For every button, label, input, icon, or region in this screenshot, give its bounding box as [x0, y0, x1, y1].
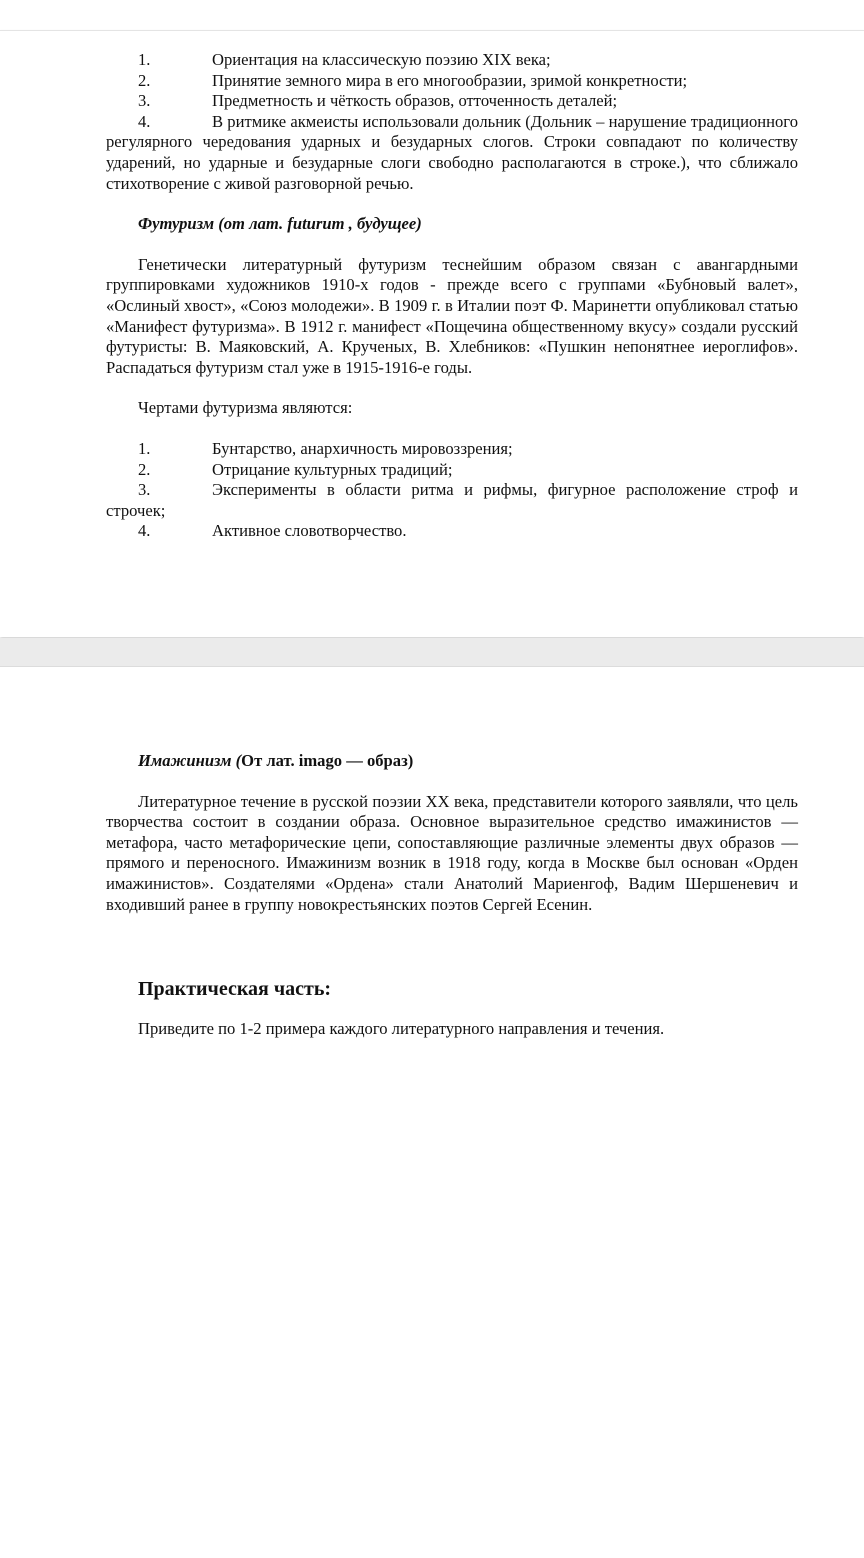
page-2-content — [106, 751, 798, 1040]
list-number: 1. — [138, 438, 151, 458]
list-number: 2. — [138, 459, 151, 479]
futurism-heading: Футуризм (от лат. futurum , будущее) — [138, 214, 422, 234]
list-item — [106, 439, 798, 460]
list-number: 3. — [138, 91, 151, 111]
list-item — [106, 521, 798, 542]
futurism-features-list — [106, 439, 798, 542]
list-text: Ориентация на классическую поэзию XIX века; — [212, 50, 551, 69]
acmeism-features-list — [106, 50, 798, 194]
list-number: 4. — [138, 111, 151, 131]
list-text: В ритмике акмеисты использовали дольник (Дольник – нарушение традиционного регулярного чередования ударных и безударных слогов. Строки совпадают по количеству ударений, но ударные и безударные слоги свободно располагаются в строке.), что сближало стихотворение с живой разговорной речью. — [106, 111, 798, 193]
list-number: 3. — [138, 480, 151, 500]
practical-task: Приведите по 1-2 примера каждого литературного направления и течения. — [138, 1019, 665, 1039]
list-text: Предметность и чёткость образов, отточенность деталей; — [212, 91, 618, 111]
imaginism-heading — [106, 751, 798, 772]
list-number: 2. — [138, 70, 151, 90]
imaginism-heading-term: Имажинизм ( — [138, 751, 242, 770]
list-text: Эксперименты в области ритма и рифмы, фигурное расположение строф и строчек; — [106, 480, 798, 520]
list-number: 1. — [138, 50, 151, 69]
futurism-features-intro: Чертами футуризма являются: — [138, 398, 353, 418]
list-text: Принятие земного мира в его многообразии, зримой конкретности; — [212, 70, 688, 90]
list-number: 4. — [138, 521, 151, 541]
practical-heading: Практическая часть: — [138, 978, 332, 1001]
list-item — [106, 50, 798, 71]
list-item — [106, 460, 798, 481]
list-item — [106, 480, 798, 521]
list-item — [106, 91, 798, 112]
page-1-content — [106, 50, 798, 542]
list-item — [106, 71, 798, 92]
list-text: Активное словотворчество. — [212, 521, 407, 541]
imaginism-heading-etymology: От лат. imago — образ) — [241, 751, 414, 770]
page-separator — [0, 638, 864, 667]
list-text: Бунтарство, анархичность мировоззрения; — [212, 438, 513, 458]
list-item — [106, 112, 798, 194]
imaginism-paragraph: Литературное течение в русской поэзии XX века, представители которого заявляли, что цель творчества состоит в создании образа. Основное выразительное средство имажинистов — метафора, часто метафорические цепи, сопоставляющие различные элементы двух образов — прямого и переносного. Имажинизм возник в 1918 году, когда в Москве был основан «Орден имажинистов». Создателями «Ордена» стали Анатолий Мариенгоф, Вадим Шершеневич и входивший ранее в группу новокрестьянских поэтов Сергей Есенин. — [106, 791, 798, 914]
futurism-paragraph: Генетически литературный футуризм теснейшим образом связан с авангардными группировками художников 1910-х годов - прежде всего с группами «Бубновый валет», «Ослиный хвост», «Союз молодежи». В 1909 г. в Италии поэт Ф. Маринетти опубликовал статью «Манифест футуризма». В 1912 г. манифест «Пощечина общественному вкусу» создали русский футуристы: В. Маяковский, А. Крученых, В. Хлебников: «Пушкин непонятнее иероглифов». Распадаться футуризм стал уже в 1915-1916-е годы. — [106, 254, 798, 377]
list-text: Отрицание культурных традиций; — [212, 459, 453, 479]
